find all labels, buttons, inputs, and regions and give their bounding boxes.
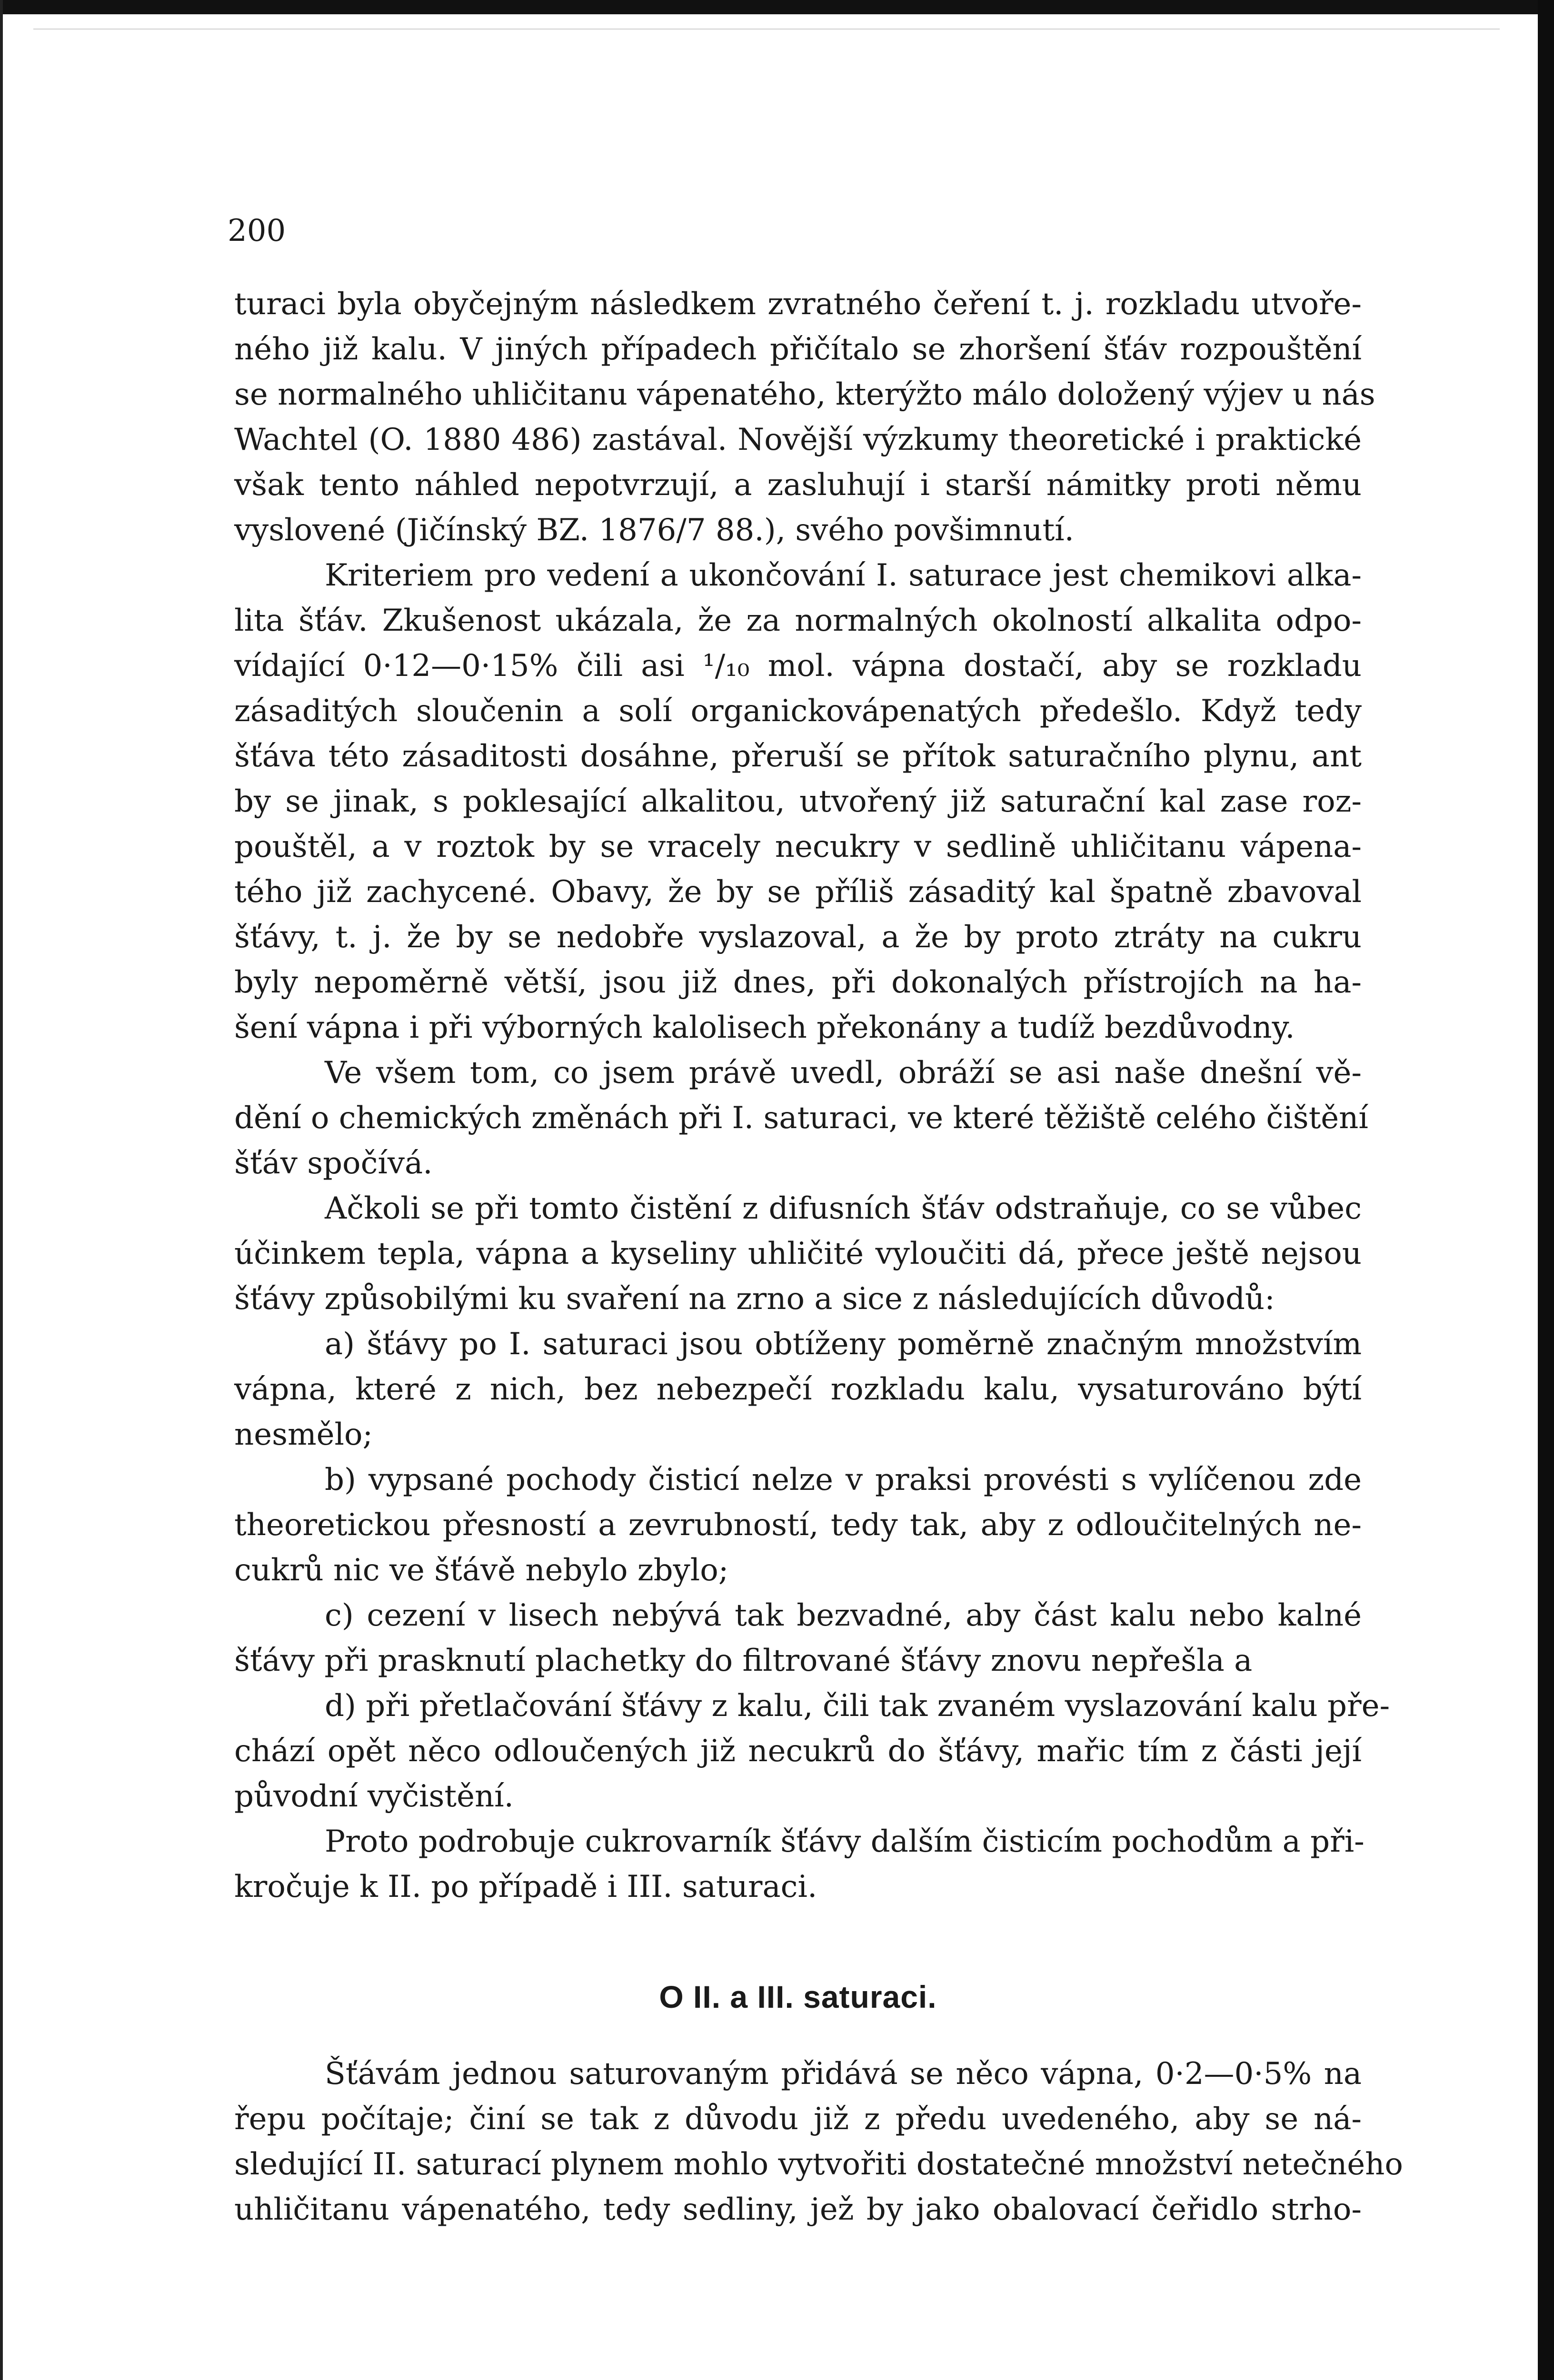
p4-line-2: vápna, které z nich, bez nebezpečí rozkladu kalu, vysaturováno býtí (234, 1372, 1362, 1407)
p5-line-2: theoretickou přesností a zevrubností, tedy tak, aby z odloučitelných ne- (234, 1507, 1362, 1543)
p0-line-5: však tento náhled nepotvrzují, a zasluhují i starší námitky proti němu (234, 467, 1362, 503)
p1-line-3: vídající 0·12—0·15% čili asi ¹/₁₀ mol. vápna dostačí, aby se rozkladu (234, 648, 1362, 684)
p5-line-1: b) vypsané pochody čisticí nelze v praksi provésti s vylíčenou zde (325, 1462, 1362, 1497)
p7-line-1: d) při přetlačování šťávy z kalu, čili tak zvaném vyslazování kalu pře- (325, 1688, 1390, 1724)
final-line-2: řepu počítaje; činí se tak z důvodu již z předu uvedeného, aby se ná- (234, 2102, 1362, 2137)
scan-gray-line (33, 29, 1500, 30)
p1-line-1: Kriteriem pro vedení a ukončování I. saturace jest chemikovi alka- (325, 558, 1362, 593)
p4-line-3: nesmělo; (234, 1417, 373, 1452)
page-number: 200 (228, 213, 286, 248)
p5-line-3: cukrů nic ve šťávě nebylo zbylo; (234, 1553, 729, 1588)
p7-line-2: chází opět něco odloučených již necukrů do šťávy, mařic tím z části její (234, 1734, 1362, 1769)
p1-line-6: by se jinak, s poklesající alkalitou, utvořený již saturační kal zase roz- (234, 784, 1362, 819)
section-heading: O II. a III. saturaci. (659, 1979, 937, 2014)
final-line-3: sledující II. saturací plynem mohlo vytvořiti dostatečné množství netečného (234, 2147, 1403, 2182)
p8-line-2: kročuje k II. po případě i III. saturaci. (234, 1869, 817, 1904)
p2-line-2: dění o chemických změnách při I. saturaci, ve které těžiště celého čištění (234, 1101, 1368, 1136)
p1-line-9: šťávy, t. j. že by se nedobře vyslazoval, a že by proto ztráty na cukru (234, 920, 1362, 955)
final-line-4: uhličitanu vápenatého, tedy sedliny, jež by jako obalovací čeřidlo strho- (234, 2192, 1362, 2227)
p1-line-5: šťáva této zásaditosti dosáhne, přeruší se přítok saturačního plynu, ant (234, 739, 1362, 774)
final-line-1: Šťávám jednou saturovaným přidává se něco vápna, 0·2—0·5% na (325, 2056, 1362, 2092)
p1-line-7: pouštěl, a v roztok by se vracely necukry v sedlině uhličitanu vápena- (234, 829, 1362, 864)
p1-line-11: šení vápna i při výborných kalolisech překonány a tudíž bezdůvodny. (234, 1010, 1295, 1045)
p1-line-8: tého již zachycené. Obavy, že by se příliš zásaditý kal špatně zbavoval (234, 874, 1362, 910)
p2-line-1: Ve všem tom, co jsem právě uvedl, obráží se asi naše dnešní vě- (325, 1055, 1362, 1091)
text-block (234, 282, 1403, 2232)
p8-line-1: Proto podrobuje cukrovarník šťávy dalším čisticím pochodům a při- (325, 1824, 1365, 1859)
p0-line-3: se normalného uhličitanu vápenatého, kterýžto málo doložený výjev u nás (234, 377, 1375, 412)
p1-line-4: zásaditých sloučenin a solí organickovápenatých předešlo. Když tedy (234, 694, 1362, 729)
p3-line-2: účinkem tepla, vápna a kyseliny uhličité vyloučiti dá, přece ještě nejsou (234, 1236, 1362, 1271)
scan-border-right (1538, 0, 1554, 2380)
scan-border-top (0, 0, 1554, 14)
p7-line-3: původní vyčistění. (234, 1779, 514, 1814)
p3-line-1: Ačkoli se při tomto čistění z difusních šťáv odstraňuje, co se vůbec (325, 1191, 1362, 1226)
p0-line-4: Wachtel (O. 1880 486) zastával. Novější výzkumy theoretické i praktické (234, 422, 1362, 457)
p2-line-3: šťáv spočívá. (234, 1146, 433, 1181)
p1-line-2: lita šťáv. Zkušenost ukázala, že za normalných okolností alkalita odpo- (234, 603, 1362, 638)
p6-line-2: šťávy při prasknutí plachetky do filtrované šťávy znovu nepřešla a (234, 1643, 1253, 1678)
p0-line-1: turaci byla obyčejným následkem zvratného čeření t. j. rozkladu utvoře- (234, 287, 1362, 322)
p0-line-2: ného již kalu. V jiných případech přičítalo se zhoršení šťáv rozpouštění (234, 332, 1362, 367)
p4-line-1: a) šťávy po I. saturaci jsou obtíženy poměrně značným množstvím (325, 1327, 1362, 1362)
p3-line-3: šťávy způsobilými ku svaření na zrno a sice z následujících důvodů: (234, 1281, 1275, 1317)
scan-border-left (0, 0, 3, 2380)
p6-line-1: c) cezení v lisech nebývá tak bezvadné, aby část kalu nebo kalné (325, 1598, 1362, 1633)
p0-line-6: vyslovené (Jičínský BZ. 1876/7 88.), svého povšimnutí. (234, 513, 1074, 548)
p1-line-10: byly nepoměrně větší, jsou již dnes, při dokonalých přístrojích na ha- (234, 965, 1362, 1000)
